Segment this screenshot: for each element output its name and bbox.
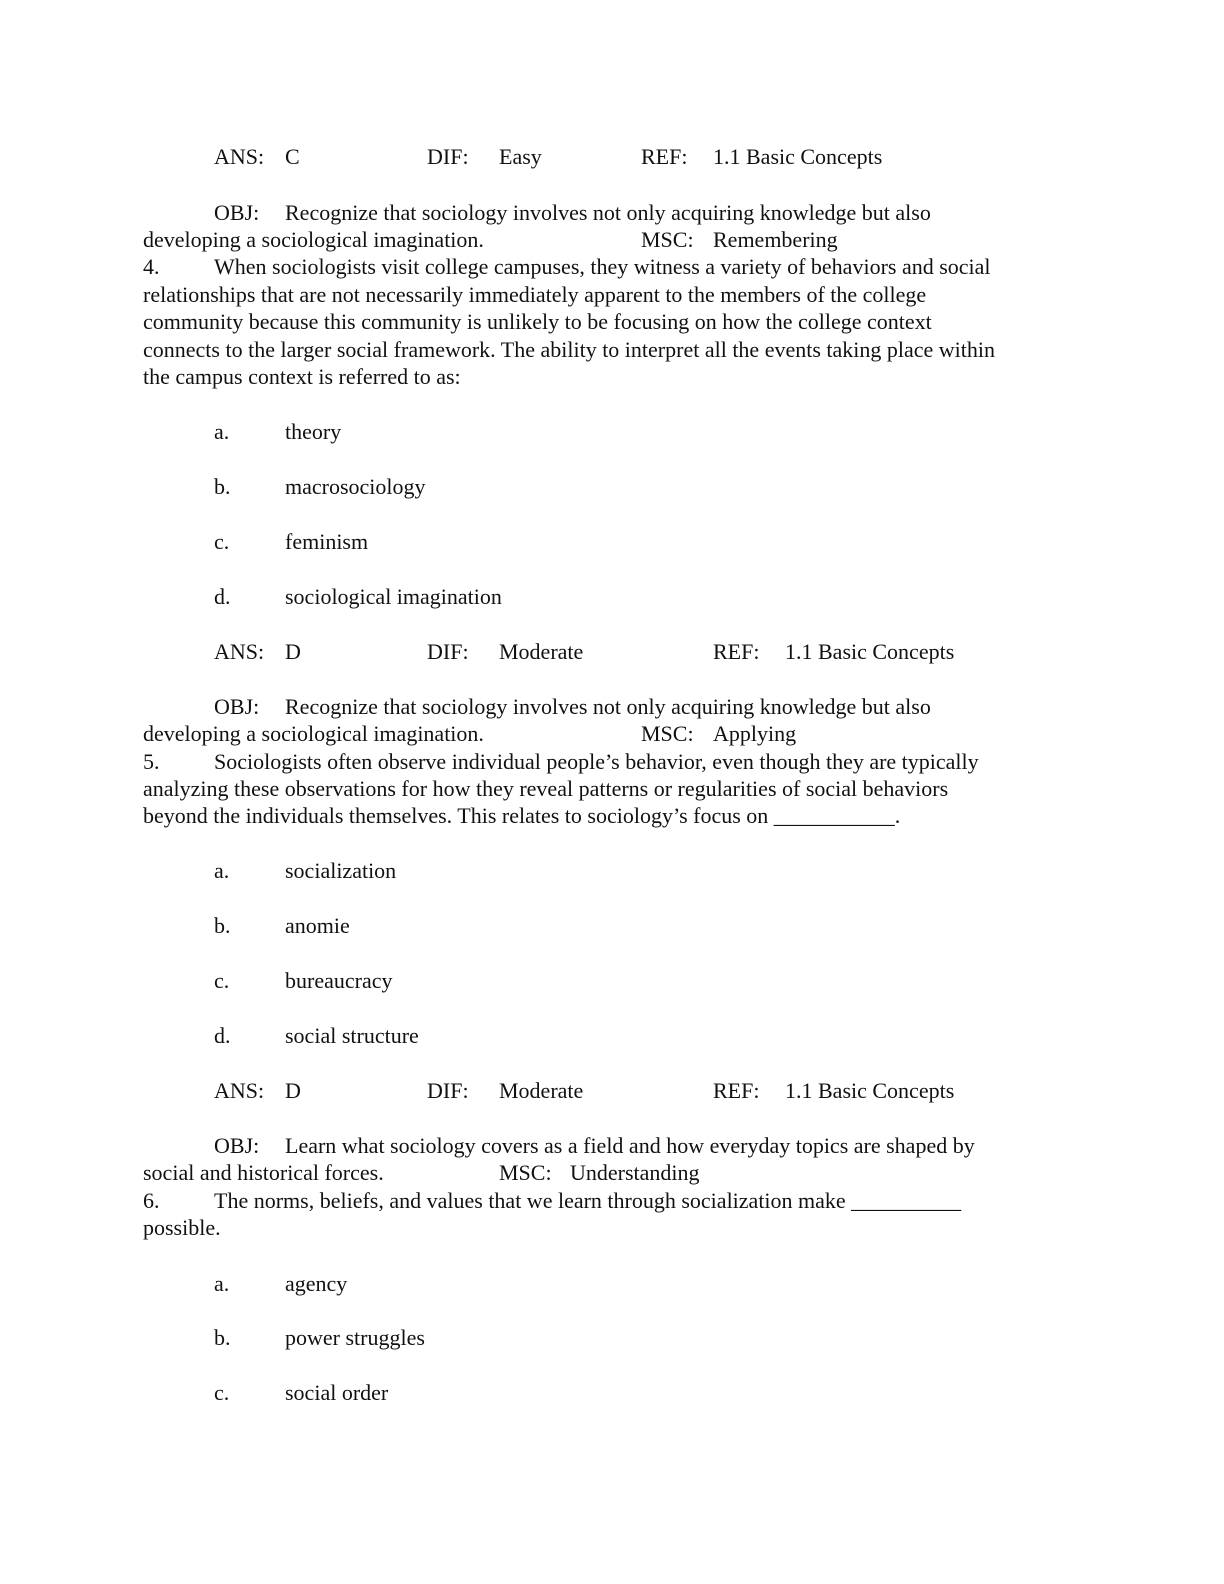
- dif-label: DIF:: [427, 639, 469, 664]
- obj-label: OBJ:: [214, 1133, 260, 1158]
- msc-value: Understanding: [570, 1160, 700, 1185]
- question-text-line: When sociologists visit college campuses, they witness a variety of behaviors and social: [214, 254, 991, 279]
- question-text-line: the campus context is referred to as:: [143, 364, 461, 389]
- option-letter: c.: [214, 968, 230, 993]
- option-letter: a.: [214, 419, 230, 444]
- option-letter: b.: [214, 1325, 231, 1350]
- ref-label: REF:: [713, 639, 760, 664]
- obj-text-line2: developing a sociological imagination.: [143, 721, 484, 746]
- option-text: power struggles: [285, 1325, 425, 1350]
- msc-label: MSC:: [641, 721, 694, 746]
- ans-value: D: [285, 1078, 301, 1103]
- ref-label: REF:: [713, 1078, 760, 1103]
- msc-label: MSC:: [641, 227, 694, 252]
- obj-text-line1: Recognize that sociology involves not only acquiring knowledge but also: [285, 200, 931, 225]
- option-text: theory: [285, 419, 342, 444]
- ref-value: 1.1 Basic Concepts: [785, 1078, 955, 1103]
- option-text: anomie: [285, 913, 350, 938]
- ans-value: C: [285, 144, 300, 169]
- option-text: social structure: [285, 1023, 419, 1048]
- question-text-line: community because this community is unlikely to be focusing on how the college context: [143, 309, 932, 334]
- option-text: socialization: [285, 858, 397, 883]
- option-text: feminism: [285, 529, 369, 554]
- question-text-line: analyzing these observations for how they reveal patterns or regularities of social behaviors: [143, 776, 949, 801]
- question-text-line: The norms, beliefs, and values that we learn through socialization make __________: [214, 1188, 962, 1213]
- msc-value: Applying: [713, 721, 797, 746]
- option-letter: b.: [214, 913, 231, 938]
- ans-label: ANS:: [214, 639, 265, 664]
- obj-label: OBJ:: [214, 694, 260, 719]
- ans-label: ANS:: [214, 144, 265, 169]
- ref-value: 1.1 Basic Concepts: [785, 639, 955, 664]
- obj-text-line2: developing a sociological imagination.: [143, 227, 484, 252]
- dif-label: DIF:: [427, 144, 469, 169]
- question-number: 4.: [143, 254, 160, 279]
- option-letter: b.: [214, 474, 231, 499]
- option-letter: d.: [214, 584, 231, 609]
- dif-value: Easy: [499, 144, 542, 169]
- option-text: bureaucracy: [285, 968, 393, 993]
- obj-text-line1: Learn what sociology covers as a field and how everyday topics are shaped by: [285, 1133, 975, 1158]
- msc-value: Remembering: [713, 227, 838, 252]
- option-letter: a.: [214, 1271, 230, 1296]
- question-text-line: possible.: [143, 1215, 221, 1240]
- ref-label: REF:: [641, 144, 688, 169]
- option-text: agency: [285, 1271, 348, 1296]
- dif-value: Moderate: [499, 639, 584, 664]
- question-number: 6.: [143, 1188, 160, 1213]
- question-text-line: relationships that are not necessarily immediately apparent to the members of the college: [143, 282, 927, 307]
- option-text: social order: [285, 1380, 389, 1405]
- obj-label: OBJ:: [214, 200, 260, 225]
- ref-value: 1.1 Basic Concepts: [713, 144, 883, 169]
- ans-value: D: [285, 639, 301, 664]
- option-letter: a.: [214, 858, 230, 883]
- option-text: macrosociology: [285, 474, 426, 499]
- obj-text-line2: social and historical forces.: [143, 1160, 384, 1185]
- question-text-line: Sociologists often observe individual people’s behavior, even though they are typically: [214, 749, 979, 774]
- question-text-line: connects to the larger social framework. The ability to interpret all the events taking place within: [143, 337, 996, 362]
- question-number: 5.: [143, 749, 160, 774]
- option-letter: d.: [214, 1023, 231, 1048]
- obj-text-line1: Recognize that sociology involves not only acquiring knowledge but also: [285, 694, 931, 719]
- option-letter: c.: [214, 529, 230, 554]
- dif-value: Moderate: [499, 1078, 584, 1103]
- option-text: sociological imagination: [285, 584, 502, 609]
- option-letter: c.: [214, 1380, 230, 1405]
- question-text-line: beyond the individuals themselves. This relates to sociology’s focus on ___________.: [143, 803, 901, 828]
- msc-label: MSC:: [499, 1160, 552, 1185]
- ans-label: ANS:: [214, 1078, 265, 1103]
- dif-label: DIF:: [427, 1078, 469, 1103]
